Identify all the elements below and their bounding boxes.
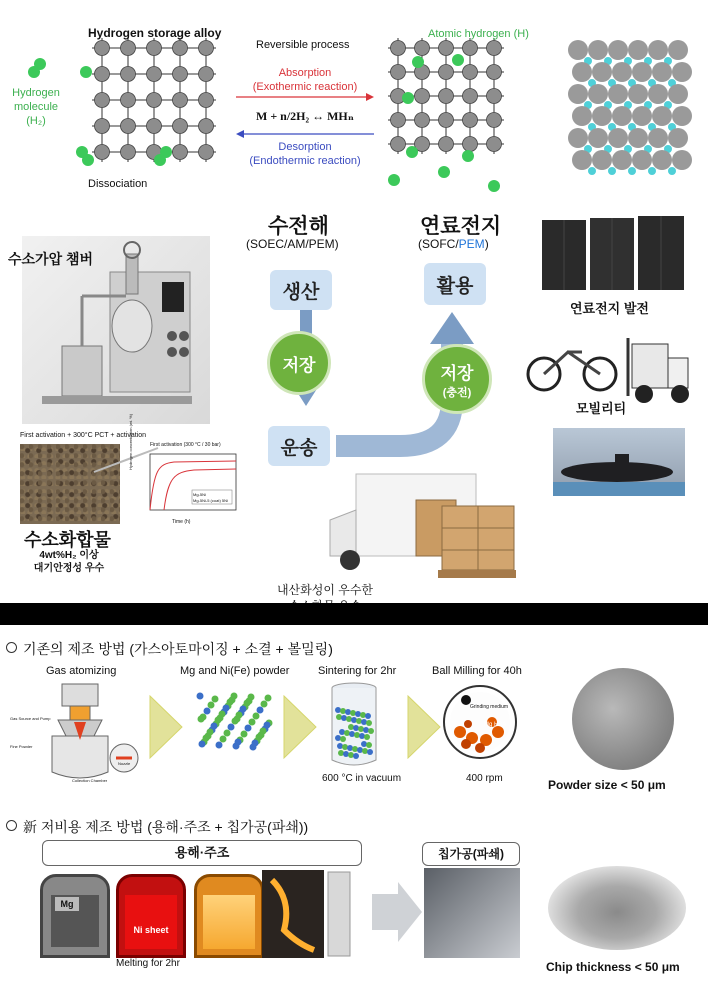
cube-atom — [632, 150, 652, 170]
cube-atom — [608, 84, 628, 104]
metal-atom — [95, 67, 110, 82]
cube-atom — [652, 150, 672, 170]
submarine-image — [553, 428, 685, 496]
sinter-particle — [366, 720, 372, 726]
cube-atom — [568, 40, 588, 60]
cube-atom — [668, 128, 688, 148]
metal-atom — [487, 89, 502, 104]
sinter-particle — [359, 733, 365, 739]
step-sintering: Sintering for 2hr — [318, 665, 397, 677]
cube-atom — [628, 84, 648, 104]
sinter-particle — [353, 725, 359, 731]
sinter-particle — [344, 730, 350, 736]
fuelcell-sub: (SOFC/PEM) — [418, 237, 489, 251]
metal-atom — [391, 41, 406, 56]
powder-particle — [252, 740, 259, 747]
powder-particle — [257, 707, 264, 714]
metal-atom — [121, 93, 136, 108]
cube-atom — [632, 62, 652, 82]
powder-particle — [227, 699, 234, 706]
sinter-particle — [368, 728, 374, 734]
metal-atom — [439, 41, 454, 56]
powder-particle — [264, 722, 271, 729]
sinter-particle — [345, 709, 351, 715]
mghsa-label: Mg HSA — [484, 722, 507, 728]
cube-atom — [632, 106, 652, 126]
powder-particle — [198, 716, 205, 723]
sinter-particle — [340, 708, 346, 714]
sinter-particle — [343, 751, 349, 757]
cube-atom — [648, 84, 668, 104]
sinter-particle — [361, 719, 367, 725]
powder-particle — [219, 711, 226, 718]
cube-atom — [672, 62, 692, 82]
cube-h-atom — [628, 167, 636, 175]
powder-particle — [235, 739, 242, 746]
powder-particle — [248, 694, 255, 701]
cube-atom — [572, 62, 592, 82]
hydrogen-atom — [452, 54, 464, 66]
metal-atom — [173, 93, 188, 108]
hydrogen-atom — [412, 56, 424, 68]
graph-xlabel: Time (h) — [172, 519, 191, 525]
sinter-particle — [337, 743, 343, 749]
graph-ylabel: Hydrogen concentration (wt. %) — [128, 413, 133, 470]
bullet-icon — [6, 820, 17, 831]
melt-cast-box: 용해·주조 — [42, 840, 362, 866]
cube-atom — [568, 128, 588, 148]
powder-particle — [216, 742, 223, 749]
powder-particle — [241, 731, 248, 738]
metal-atom — [95, 119, 110, 134]
powder-particle — [249, 719, 256, 726]
process-arrow-1 — [146, 692, 186, 762]
cube-atom — [612, 106, 632, 126]
hydrogen-atom — [28, 66, 40, 78]
bullet-icon — [6, 642, 17, 653]
alloy-title: Hydrogen storage alloy — [88, 26, 222, 40]
crucible-ni — [116, 874, 186, 958]
cube-atom — [628, 40, 648, 60]
cube-atom — [588, 40, 608, 60]
mill-note: 400 rpm — [466, 773, 503, 784]
conventional-title: 기존의 제조 방법 (가스아토마이징 + 소결 + 볼밀링) — [6, 639, 333, 659]
sinter-particle — [341, 715, 347, 721]
metal-atom — [147, 119, 162, 134]
sinter-particle — [360, 712, 366, 718]
metal-atom — [439, 65, 454, 80]
metal-atom — [463, 65, 478, 80]
sinter-particle — [357, 747, 363, 753]
cube-atom — [612, 62, 632, 82]
metal-atom — [487, 113, 502, 128]
process-arrow-4 — [368, 880, 424, 944]
hydrogen-atom — [402, 92, 414, 104]
sintering-cylinder-image — [328, 680, 382, 772]
activation-label: First activation + 300°C PCT + activation — [20, 432, 147, 439]
powder-particle — [260, 728, 267, 735]
sinter-particle — [346, 716, 352, 722]
cube-atom — [668, 84, 688, 104]
cube-atom — [568, 84, 588, 104]
sinter-particle — [363, 727, 369, 733]
chip-thickness-label: Chip thickness < 50 μm — [546, 960, 680, 974]
sinter-particle — [358, 726, 364, 732]
sinter-particle — [365, 713, 371, 719]
metal-hydride-cube-image — [568, 40, 692, 175]
sinter-particle — [350, 710, 356, 716]
metal-atom — [147, 67, 162, 82]
graph-title: First activation (300 °C / 30 bar) — [150, 442, 221, 448]
cube-atom — [652, 62, 672, 82]
metal-atom — [173, 119, 188, 134]
casting-image — [262, 870, 352, 958]
reversible-process-label: Reversible process — [256, 39, 350, 51]
metal-atom — [463, 41, 478, 56]
metal-atom — [439, 137, 454, 152]
cube-h-atom — [668, 167, 676, 175]
alloy-lattice-right — [388, 38, 504, 192]
metal-atom — [173, 67, 188, 82]
atomizer-label-chamber: Collection Chamber — [72, 778, 108, 783]
use-box: 활용 — [424, 263, 486, 305]
fuelcell-power-label: 연료전지 발전 — [570, 301, 649, 316]
powder-particle — [212, 696, 219, 703]
cube-h-atom — [608, 167, 616, 175]
powder-particle — [204, 708, 211, 715]
electrolysis-sub: (SOEC/AM/PEM) — [246, 237, 339, 251]
gas-atomizer-image — [12, 680, 148, 790]
metal-atom — [147, 41, 162, 56]
graph-legend-1: Mg-5Ni — [193, 492, 206, 497]
chip-box: 칩가공(파쇄) — [422, 842, 520, 866]
sinter-particle — [361, 741, 367, 747]
cube-atom — [592, 150, 612, 170]
powder-particle — [240, 706, 247, 713]
metal-atom — [391, 137, 406, 152]
produce-box: 생산 — [270, 270, 332, 310]
metal-atom — [147, 93, 162, 108]
powder-particle — [261, 701, 268, 708]
step-powder: Mg and Ni(Fe) powder — [180, 665, 290, 677]
hydrogen-atom — [438, 166, 450, 178]
cube-atom — [628, 128, 648, 148]
metal-atom — [415, 113, 430, 128]
powder-particle — [245, 725, 252, 732]
fuelcell-plant-image — [540, 214, 690, 292]
sinter-particle — [339, 729, 345, 735]
metal-atom — [199, 41, 214, 56]
hydrogen-atom — [154, 154, 166, 166]
sinter-particle — [338, 750, 344, 756]
chip-sample-image — [548, 866, 686, 950]
mobility-label: 모빌리티 — [576, 401, 627, 416]
cube-h-atom — [588, 167, 596, 175]
reaction-equation: M + n/2H₂ ↔ MHₙ — [256, 109, 354, 123]
transport-note: 내산화성이 우수한 — [276, 583, 374, 597]
cube-atom — [592, 106, 612, 126]
metal-atom — [439, 113, 454, 128]
metal-atom — [121, 67, 136, 82]
melting-label: Melting for 2hr — [116, 958, 180, 969]
cube-atom — [588, 128, 608, 148]
powder-particle — [231, 693, 238, 700]
fuelcell-title: 연료전지 — [420, 215, 502, 238]
powder-size-label: Powder size < 50 μm — [548, 778, 666, 792]
cube-atom — [668, 40, 688, 60]
hydrogen-atom — [406, 146, 418, 158]
metal-atom — [199, 67, 214, 82]
cube-atom — [648, 40, 668, 60]
metal-atom — [487, 137, 502, 152]
metal-atom — [391, 65, 406, 80]
sinter-particle — [342, 744, 348, 750]
metal-atom — [199, 145, 214, 160]
sinter-particle — [336, 714, 342, 720]
atomizer-label-fine: Fine Powder — [10, 744, 33, 749]
hydrogen-atom — [388, 174, 400, 186]
powder-particle — [265, 695, 272, 702]
sinter-particle — [351, 717, 357, 723]
hydrogen-atom — [82, 154, 94, 166]
dissociation-label: Dissociation — [88, 178, 148, 190]
cube-atom — [672, 106, 692, 126]
metal-atom — [95, 41, 110, 56]
crucible-mg — [40, 874, 110, 958]
absorption-label: Absorption (Exothermic reaction) — [252, 67, 358, 93]
sinter-particle — [349, 731, 355, 737]
powder-particle — [203, 735, 210, 742]
sinter-particle — [366, 742, 372, 748]
step-gas-atomizing: Gas atomizing — [46, 665, 117, 677]
activation-graph — [134, 440, 240, 526]
hydrogen-molecule-label: Hydrogen molecule (H₂) — [12, 87, 60, 127]
cube-atom — [588, 84, 608, 104]
sinter-particle — [355, 711, 361, 717]
new-method-title: 新 저비용 제조 방법 (용해·주조 + 칩가공(파쇄)) — [6, 817, 308, 837]
chip-machining-image — [424, 868, 520, 958]
powder-particle — [228, 724, 235, 731]
metal-atom — [95, 93, 110, 108]
metal-atom — [121, 119, 136, 134]
mobility-image — [524, 334, 694, 408]
store-charge-circle: 저장 (충전) — [422, 344, 492, 414]
metal-atom — [199, 93, 214, 108]
process-arrow-2 — [280, 692, 320, 762]
metal-atom — [121, 41, 136, 56]
mg-label: Mg — [55, 897, 79, 911]
powder-particle — [223, 705, 230, 712]
cube-atom — [608, 128, 628, 148]
powder-particle — [236, 712, 243, 719]
cube-atom — [572, 150, 592, 170]
sinter-particle — [364, 734, 370, 740]
powder-sample-image — [572, 668, 674, 770]
sinter-particle — [335, 707, 341, 713]
hydride-sub: 4wt%H₂ 이상 대기안정성 우수 — [33, 550, 105, 574]
powder-particle — [215, 717, 222, 724]
metal-atom — [121, 145, 136, 160]
cube-atom — [648, 128, 668, 148]
hydrogen-atom — [462, 150, 474, 162]
hydrogen-atom — [80, 66, 92, 78]
sinter-particle — [348, 752, 354, 758]
cube-atom — [652, 106, 672, 126]
sinter-particle — [340, 736, 346, 742]
metal-atom — [439, 89, 454, 104]
metal-atom — [463, 89, 478, 104]
powder-particle — [244, 700, 251, 707]
graph-legend-2: Mg-5Ni-5 (coat) 5Ni — [193, 498, 228, 503]
cube-atom — [592, 62, 612, 82]
sinter-particle — [362, 748, 368, 754]
powder-particle — [207, 729, 214, 736]
electrolysis-title: 수전해 — [268, 215, 329, 238]
metal-atom — [487, 65, 502, 80]
metal-atom — [415, 41, 430, 56]
metal-atom — [199, 119, 214, 134]
transport-box: 운송 — [268, 426, 330, 466]
cube-atom — [608, 40, 628, 60]
mg-ni-powder-image — [192, 690, 276, 754]
metal-atom — [487, 41, 502, 56]
store-circle: 저장 — [267, 331, 331, 395]
metal-atom — [95, 145, 110, 160]
metal-atom — [415, 89, 430, 104]
metal-atom — [173, 145, 188, 160]
sinter-particle — [352, 746, 358, 752]
powder-particle — [197, 693, 204, 700]
sinter-particle — [335, 735, 341, 741]
grinding-medium-label: Grinding medium — [470, 704, 509, 710]
process-arrow-3 — [404, 692, 444, 762]
ni-sheet-label: Ni sheet — [133, 925, 169, 935]
sinter-particle — [356, 718, 362, 724]
cube-h-atom — [648, 167, 656, 175]
sinter-particle — [367, 749, 373, 755]
sinter-note: 600 °C in vacuum — [322, 773, 402, 784]
cube-atom — [572, 106, 592, 126]
powder-particle — [220, 736, 227, 743]
truck-image — [326, 470, 516, 580]
ball-mill-image — [440, 680, 520, 764]
metal-atom — [463, 137, 478, 152]
atomizer-label-nozzle: Nozzle — [118, 761, 131, 766]
sinter-particle — [348, 724, 354, 730]
metal-atom — [173, 41, 188, 56]
desorption-label: Desorption (Endothermic reaction) — [249, 141, 361, 167]
powder-particle — [224, 730, 231, 737]
hydrogen-atom — [488, 180, 500, 192]
metal-atom — [463, 113, 478, 128]
atomic-hydrogen-label: Atomic hydrogen (H) — [428, 28, 529, 40]
powder-particle — [256, 734, 263, 741]
section-divider — [0, 603, 708, 625]
sinter-particle — [354, 732, 360, 738]
sinter-particle — [347, 745, 353, 751]
step-ball-milling: Ball Milling for 40h — [432, 665, 522, 677]
powder-particle — [199, 741, 206, 748]
powder-particle — [208, 702, 215, 709]
powder-particle — [232, 718, 239, 725]
atomizer-label-gas: Gas Source and Pump — [10, 716, 51, 721]
crucible-molten — [194, 874, 264, 958]
chamber-label: 수소가압 챔버 — [8, 251, 94, 267]
cube-atom — [672, 150, 692, 170]
sinter-particle — [353, 753, 359, 759]
metal-atom — [391, 113, 406, 128]
powder-particle — [253, 713, 260, 720]
powder-particle — [211, 723, 218, 730]
hydride-label: 수소화합물 — [24, 530, 111, 550]
cube-atom — [612, 150, 632, 170]
